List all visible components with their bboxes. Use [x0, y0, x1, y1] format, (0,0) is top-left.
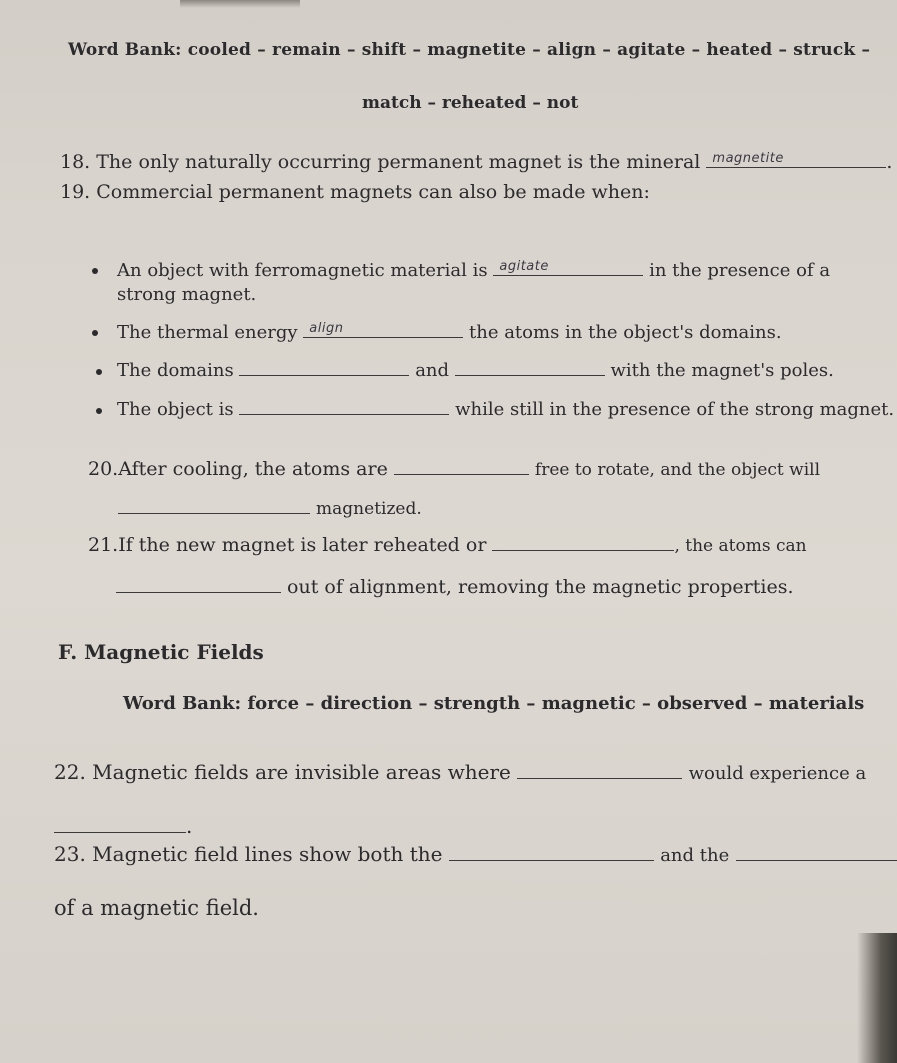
question-23-blank-b[interactable] [736, 840, 897, 861]
question-19-bullet-1 [117, 257, 830, 281]
question-21-pre: 21.If the new magnet is later reheated or [88, 534, 487, 556]
bullet-3-post: with the magnet's poles. [610, 360, 834, 381]
word-bank-line-1: Word Bank: cooled – remain – shift – magnetite – align – agitate – heated – struck – [68, 40, 871, 60]
question-20-blank-a[interactable] [394, 455, 529, 475]
question-21-line-1 [88, 531, 807, 556]
question-21-blank-b[interactable] [116, 573, 281, 593]
bullet-3 [96, 369, 102, 375]
bullet-1-pre: An object with ferromagnetic material is [117, 260, 488, 281]
question-19-bullet-4 [117, 396, 894, 420]
page-corner-shadow [857, 933, 897, 1063]
question-21-post: , the atoms can [674, 536, 807, 556]
bullet-1-continued: strong magnet. [117, 284, 257, 305]
bullet-2-post: the atoms in the object's domains. [469, 322, 782, 343]
bullet-4-post: while still in the presence of the strong magnet. [455, 399, 895, 420]
bullet-3-mid: and [415, 360, 450, 381]
bullet-1-post: in the presence of a [649, 260, 831, 281]
question-23-mid: and the [660, 845, 730, 866]
question-21-blank-a[interactable] [492, 531, 674, 551]
bullet-2 [92, 330, 98, 336]
bullet-4-pre: The object is [117, 399, 234, 420]
bullet-1-blank[interactable] [493, 257, 643, 276]
question-20-post: free to rotate, and the object will [534, 460, 821, 480]
question-19-bullet-2 [117, 319, 782, 343]
question-20-pre: 20.After cooling, the atoms are [88, 458, 388, 480]
question-19-text: 19. Commercial permanent magnets can also be made when: [60, 181, 650, 203]
bullet-3-pre: The domains [117, 360, 234, 381]
question-22-end: . [186, 814, 193, 838]
bullet-2-blank[interactable] [303, 319, 463, 338]
question-23-pre: 23. Magnetic field lines show both the [54, 842, 443, 866]
question-18 [60, 148, 892, 173]
bullet-1-answer: agitate [499, 259, 549, 274]
bullet-4 [96, 408, 102, 414]
question-19-bullet-3 [117, 357, 834, 381]
question-21-line-2 [116, 573, 794, 598]
bullet-4-blank[interactable] [239, 396, 449, 415]
question-23-line-2: of a magnetic field. [54, 896, 259, 920]
question-20-line-1 [88, 455, 820, 480]
question-20-line-2 [118, 494, 422, 519]
question-18-end: . [886, 151, 893, 173]
question-20-blank-b[interactable] [118, 494, 310, 514]
question-18-blank[interactable] [706, 148, 886, 168]
question-22-blank-a[interactable] [517, 758, 682, 779]
page-top-shadow [180, 0, 300, 8]
section-f-word-bank: Word Bank: force – direction – strength – magnetic – observed – materials [123, 693, 865, 714]
question-23-line-1 [54, 840, 897, 866]
question-21-line-2-post: out of alignment, removing the magnetic properties. [287, 576, 794, 598]
bullet-1 [92, 268, 98, 274]
question-22-blank-b[interactable] [54, 812, 186, 833]
question-20-line-2-post: magnetized. [316, 499, 422, 519]
bullet-2-pre: The thermal energy [117, 322, 298, 343]
question-18-text: 18. The only naturally occurring permanent magnet is the mineral [60, 151, 701, 173]
word-bank-line-2: match – reheated – not [362, 93, 579, 113]
question-22-post: would experience a [688, 763, 867, 784]
question-18-answer: magnetite [712, 151, 784, 166]
question-23-blank-a[interactable] [449, 840, 654, 861]
bullet-3-blank-b[interactable] [455, 357, 605, 376]
question-22-pre: 22. Magnetic fields are invisible areas where [54, 760, 511, 784]
section-f-heading: F. Magnetic Fields [58, 640, 264, 664]
question-22-line-2 [54, 812, 192, 838]
question-22-line-1 [54, 758, 866, 784]
bullet-3-blank-a[interactable] [239, 357, 409, 376]
bullet-2-answer: align [309, 321, 344, 336]
